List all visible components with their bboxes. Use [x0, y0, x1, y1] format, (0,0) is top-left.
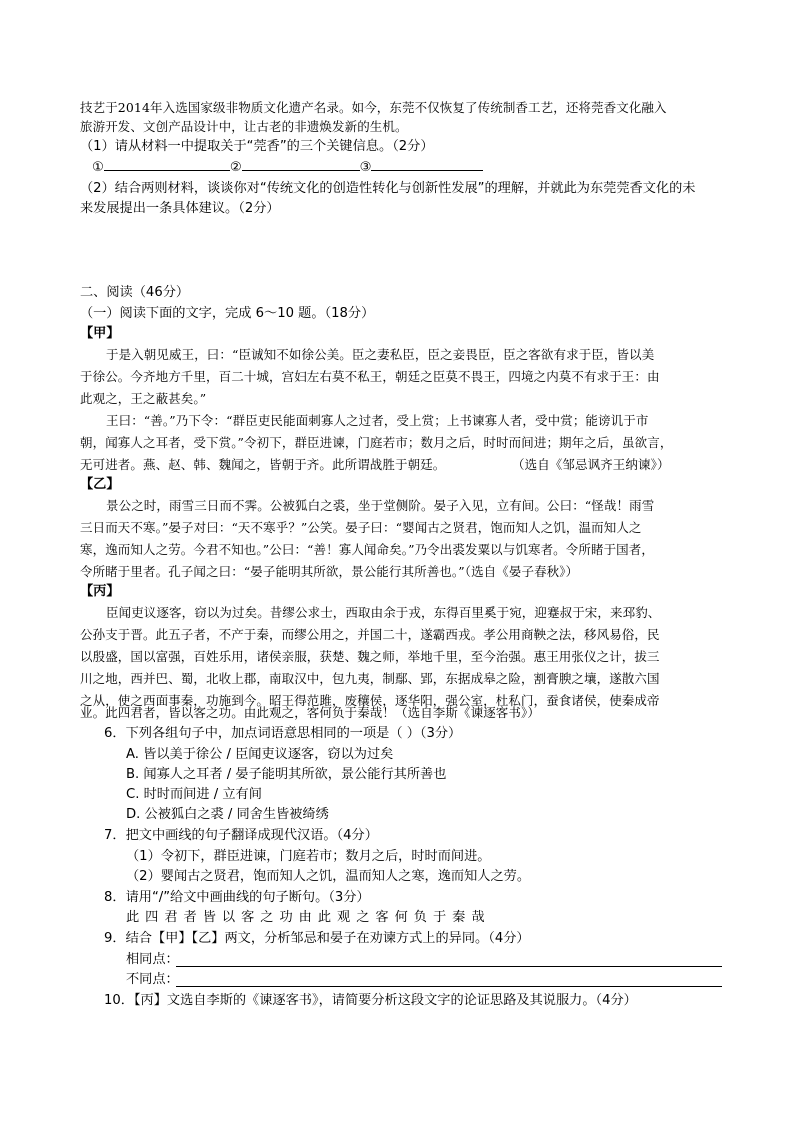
passage-jia-line: 此观之，王之蔽甚矣。”: [80, 391, 207, 406]
passage-jia-line: 无可进者。燕、赵、韩、魏闻之，皆朝于齐。此所谓战胜于朝廷。: [80, 457, 446, 472]
passage-jia-line: 王曰：“善。”乃下令：“群臣吏民能面刺寡人之过者，受上赏；上书谏寡人者，受中赏；能谤讥于市: [106, 413, 649, 428]
q1-stem: （1）请从材料一中提取关于“莞香”的三个关键信息。（2分）: [80, 139, 434, 154]
passage-yi-label: 【乙】: [80, 477, 120, 492]
passage-bing-line: 以殷盛，国以富强，百姓乐用，诸侯亲服，获楚、魏之师，举地千里，至今治强。惠王用张仪之计，拔三: [80, 649, 660, 664]
passage-jia-source: （选自《邹忌讽齐王纳谏》）: [512, 457, 670, 472]
passage-jia-line: 于是入朝见威王，曰：“臣诚知不如徐公美。臣之妻私臣，臣之妾畏臣，臣之客欲有求于臣，皆以美: [106, 347, 655, 362]
passage-jia-label: 【甲】: [80, 326, 120, 341]
passage-jia-line: 朝，闻寡人之耳者，受下赏。”令初下，群臣进谏，门庭若市；数月之后，时时而间进；期年之后，虽欲言，: [80, 435, 673, 450]
passage-bing-line: 公孙支于晋。此五子者，不产于秦，而缪公用之，并国二十，遂霸西戎。孝公用商鞅之法，移风易俗，民: [80, 627, 660, 642]
q6-stem: 6．下列各组句子中，加点词语意思相同的一项是（ ）（3分）: [104, 726, 462, 741]
q6-option-b[interactable]: B. 闻寡人之耳者 / 晏子能明其所欲，景公能行其所善也: [126, 767, 447, 782]
q9-same-answer-line[interactable]: [176, 966, 722, 967]
passage-yi-line: 景公之时，雨雪三日而不霁。公被狐白之裘，坐于堂侧阶。晏子入见，立有间。公曰：“怪哉！雨雪: [106, 498, 655, 513]
section-heading: 二、阅读（46分）: [80, 285, 190, 300]
passage-bing-line: 川之地，西并巴、蜀，北收上郡，南取汉中，包九夷，制鄢、郢，东据成皋之险，割膏腴之壤，遂散六国: [80, 671, 660, 686]
q6-option-c[interactable]: C. 时时而间进 / 立有间: [126, 787, 262, 802]
q9-stem: 9．结合【甲】【乙】两文，分析邹忌和晏子在劝谏方式上的异同。（4分）: [104, 931, 530, 946]
q1-blank-3[interactable]: [371, 158, 483, 171]
q7-item-1: （1）令初下，群臣进谏，门庭若市；数月之后，时时而间进。: [126, 849, 491, 864]
q7-item-2: （2）婴闻古之贤君，饱而知人之饥，温而知人之寒，逸而知人之劳。: [126, 869, 531, 884]
passage-yi-line: 寒，逸而知人之劳。今君不知也。”公曰：“善！寡人闻命矣。”乃令出裘发粟以与饥寒者。令所睹于国者，: [80, 542, 654, 557]
q9-diff-label: 不同点：: [126, 972, 179, 987]
passage-bing-line: 之从，使之西面事秦，功施到今。昭王得范雎，废穰侯，逐华阳，强公室，杜私门，蚕食诸侯，使秦成帝: [80, 693, 660, 708]
q1-answer-row: [92, 158, 483, 176]
q8-stem: 8．请用“/”给文中画曲线的句子断句。（3分）: [104, 890, 370, 905]
passage-yi-line: 三日而天不寒。”晏子对曰：“天不寒乎？”公笑。晏子曰：“婴闻古之贤君，饱而知人之饥，温而知人之: [80, 520, 642, 535]
q1-marker-2: ②: [229, 160, 242, 175]
q1-blank-1[interactable]: [104, 158, 230, 171]
passage-bing-label: 【丙】: [80, 584, 120, 599]
intro-line-2: 旅游开发、文创产品设计中，让古老的非遗焕发新的生机。: [80, 119, 408, 134]
q2-line-1: （2）结合两则材料，谈谈你对“传统文化的创造性转化与创新性发展”的理解，并就此为东莞莞香文化的未: [80, 181, 696, 196]
q1-marker-3: ③: [359, 160, 372, 175]
q1-blank-2[interactable]: [242, 158, 360, 171]
q7-stem: 7．把文中画线的句子翻译成现代汉语。（4分）: [104, 828, 378, 843]
passage-bing-line: 臣闻吏议逐客，窃以为过矣。昔缪公求士，西取由余于戎，东得百里奚于宛，迎蹇叔于宋，来邳豹、: [106, 605, 661, 620]
intro-line-1: 技艺于2014年入选国家级非物质文化遗产名录。如今，东莞不仅恢复了传统制香工艺，还将莞香文化融入: [80, 100, 667, 115]
passage-yi-line: 令所睹于里者。孔子闻之曰：“晏子能明其所欲，景公能行其所善也。”（选自《晏子春秋》）: [80, 564, 579, 579]
q2-line-2: 来发展提出一条具体建议。（2分）: [80, 201, 280, 216]
q9-same-label: 相同点：: [126, 952, 179, 967]
q1-marker-1: ①: [92, 160, 104, 175]
q9-diff-answer-line[interactable]: [176, 986, 722, 987]
q10-stem: 10．【丙】文选自李斯的《谏逐客书》，请简要分析这段文字的论证思路及其说服力。（4分）: [104, 993, 637, 1008]
passage-jia-line: 于徐公。今齐地方千里，百二十城，宫妇左右莫不私王，朝廷之臣莫不畏王，四境之内莫不有求于王：由: [80, 369, 660, 384]
q8-sentence: 此四君者皆以客之功由此观之客何负于秦哉: [126, 910, 491, 925]
passage-bing-line: 业。此四君者，皆以客之功。由此观之，客何负于秦哉！（选自李斯《谏逐客书》）: [80, 705, 540, 720]
q6-option-d[interactable]: D. 公被狐白之裘 / 同舍生皆被绮绣: [126, 807, 329, 822]
q6-option-a[interactable]: A. 皆以美于徐公 / 臣闻吏议逐客，窃以为过矣: [126, 747, 394, 762]
section-subheading: （一）阅读下面的文字，完成 6～10 题。（18分）: [80, 306, 375, 321]
